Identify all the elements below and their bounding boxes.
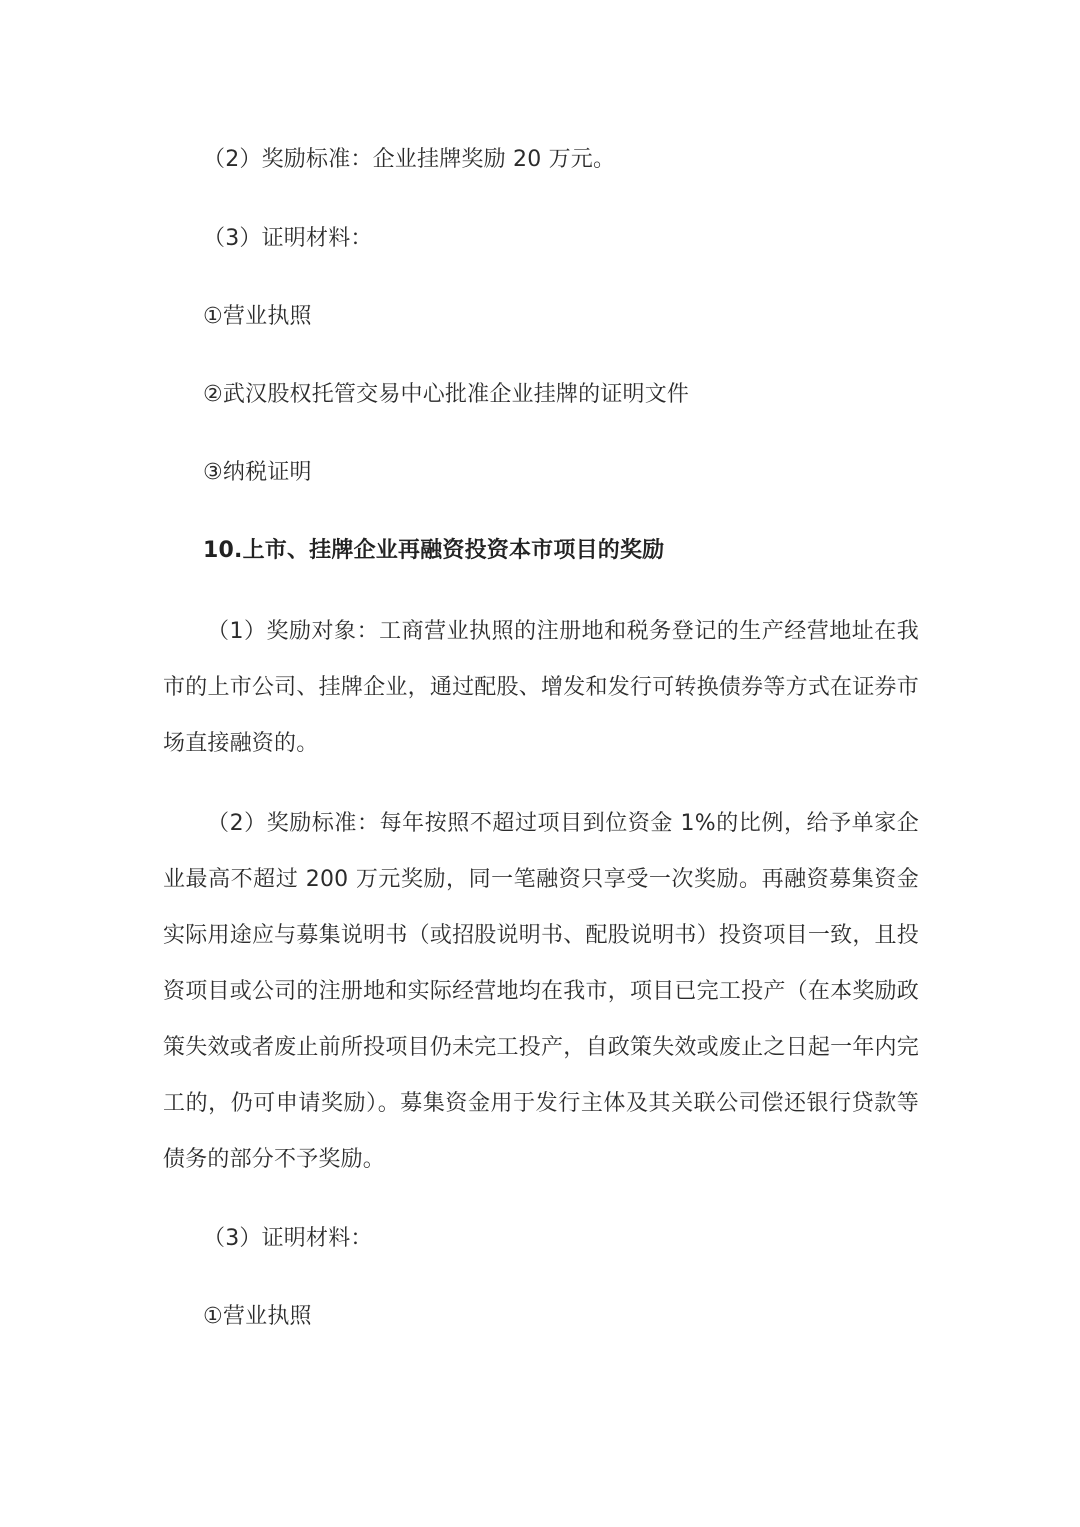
reward-standard-line: （2）奖励标准：企业挂牌奖励 20 万元。 bbox=[203, 147, 616, 172]
tax-certificate-item: ③纳税证明 bbox=[203, 460, 312, 485]
proof-materials-line: （3）证明材料： bbox=[203, 226, 373, 251]
reward-target-paragraph: （1）奖励对象：工商营业执照的注册地和税务登记的生产经营地址在我市的上市公司、挂牌企业，通过配股、增发和发行可转换债券等方式在证券市场直接融资的。 bbox=[163, 619, 919, 756]
section-heading: 10.上市、挂牌企业再融资投资本市项目的奖励 bbox=[203, 538, 665, 563]
business-license-item-2: ①营业执照 bbox=[203, 1304, 312, 1329]
listing-approval-doc-item: ②武汉股权托管交易中心批准企业挂牌的证明文件 bbox=[203, 382, 690, 407]
reward-standard-paragraph: （2）奖励标准：每年按照不超过项目到位资金 1%的比例，给予单家企业最高不超过 200 万元奖励，同一笔融资只享受一次奖励。再融资募集资金实际用途应与募集说明书（或招股说明书、配股说明书）投资项目一致，且投资项目或公司的注册地和实际经营地均在我市，项目已完工投产（在本奖励政策失效或者废止前所投项目仍未完工投产，自政策失效或废止之日起一年内完工的，仍可申请奖励）。募集资金用于发行主体及其关联公司偿还银行贷款等债务的部分不予奖励。 bbox=[163, 811, 919, 1172]
proof-materials-line-2: （3）证明材料： bbox=[203, 1226, 373, 1251]
business-license-item: ①营业执照 bbox=[203, 304, 312, 329]
